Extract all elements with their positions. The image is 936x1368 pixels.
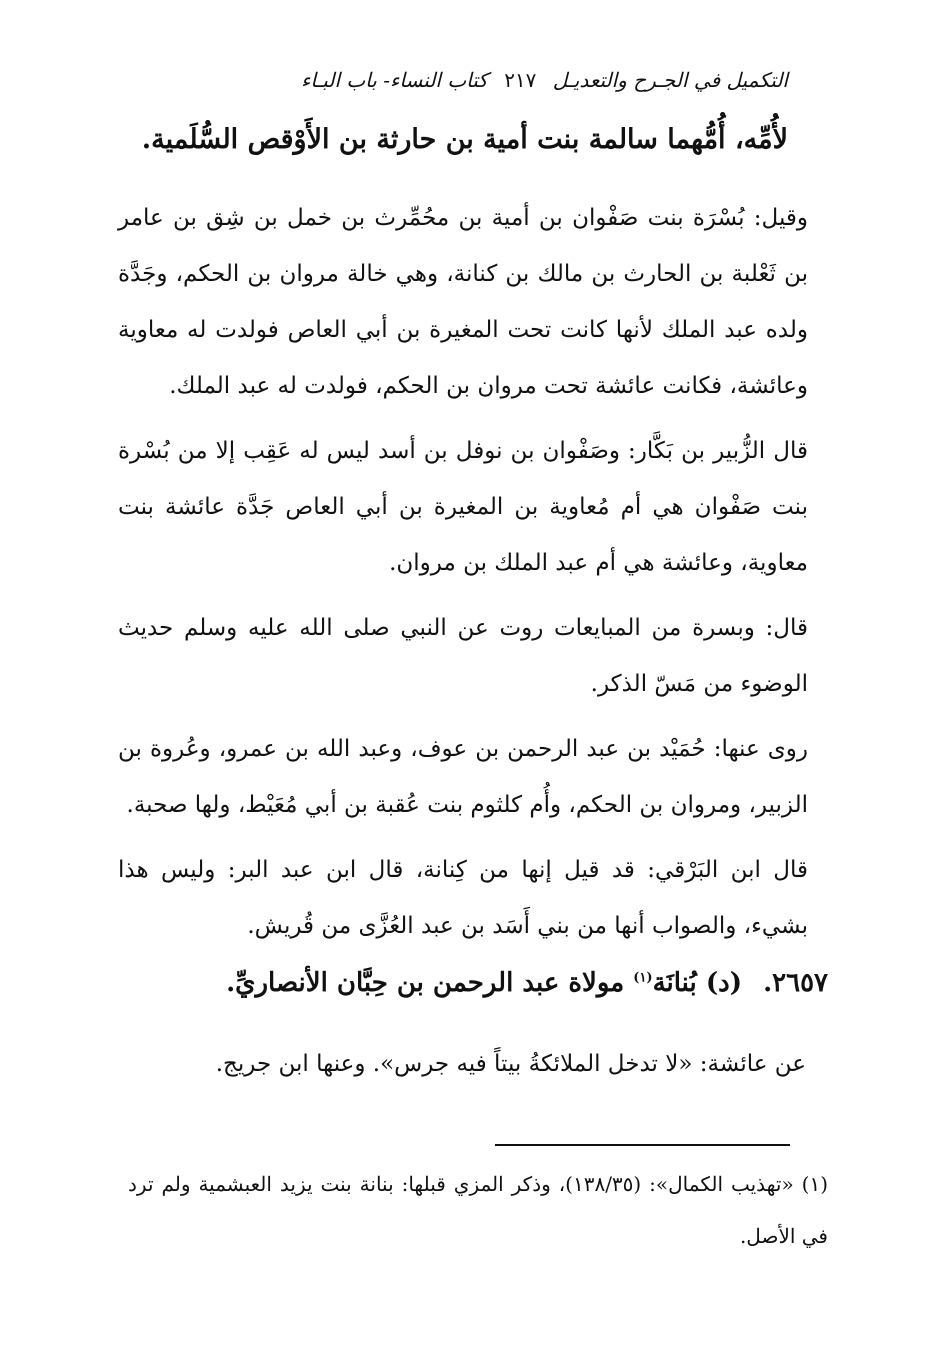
header-page-number: ٢١٧	[504, 68, 537, 92]
header-book-title: التكميل في الجـرح والتعديـل	[552, 68, 788, 92]
continuation-heading: لأُمِّه، أُمُّهما سالمة بنت أمية بن حارثة بن الأَوْقص السُّلَمية.	[141, 124, 788, 155]
entry-number: ٢٦٥٧.	[763, 968, 828, 998]
footnote-divider	[495, 1144, 790, 1146]
entry-code: (د)	[705, 968, 743, 998]
paragraph-lineage: وقيل: بُسْرَة بنت صَفْوان بن أمية بن محُمِّرث بن خمل بن شِق بن عامر بن ثَعْلبة بن الحارث بن مالك بن كنانة، وهي خالة مروان بن الحكم، وجَدَّة ولده عبد الملك لأنها كانت تحت المغيرة بن أبي العاص فولدت له معاوية وعائشة، فكانت عائشة تحت مروان بن الحكم، فولدت له عبد الملك.	[118, 205, 808, 399]
entry-text: عن عائشة: «لا تدخل الملائكةُ بيتاً فيه جرس». وعنها ابن جريج.	[215, 1051, 806, 1077]
paragraph-narrators: روى عنها: حُمَيْد بن عبد الرحمن بن عوف، وعبد الله بن عمرو، وعُروة بن الزبير، ومروان بن الحكم، وأُم كلثوم بنت عُقبة بن أبي مُعَيْط، ولها صحبة.	[118, 736, 808, 818]
entry-heading	[128, 968, 828, 998]
entry-description: مولاة عبد الرحمن بن حِبَّان الأنصاريِّ.	[226, 968, 625, 998]
paragraph-ibn-barqi: قال ابن البَرْقي: قد قيل إنها من كِنانة، قال ابن عبد البر: وليس هذا بشيء، والصواب أنها من بني أَسَد بن عبد العُزَّى من قُريش.	[118, 857, 808, 939]
entry-name: بُنانَة	[652, 968, 697, 998]
footnote: (١) «تهذيب الكمال»: (١٣٨/٣٥)، وذكر المزي قبلها: بنانة بنت يزيد العبشمية ولم ترد في الأصل.	[128, 1172, 828, 1248]
header-section: كتاب النساء- باب البـاء	[300, 68, 488, 92]
footnote-ref[interactable]: (١)	[633, 970, 653, 986]
running-header	[128, 68, 788, 92]
paragraph-hadith: قال: وبسرة من المبايعات روت عن النبي صلى الله عليه وسلم حديث الوضوء من مَسّ الذكر.	[118, 615, 808, 697]
paragraph-zubayr: قال الزُّبير بن بَكَّار: وصَفْوان بن نوفل بن أسد ليس له عَقِب إلا من بُسْرة بنت صَفْوان هي أم مُعاوية بن المغيرة بن أبي العاص جَدَّة عائشة بنت معاوية، وعائشة هي أم عبد الملك بن مروان.	[118, 438, 808, 576]
